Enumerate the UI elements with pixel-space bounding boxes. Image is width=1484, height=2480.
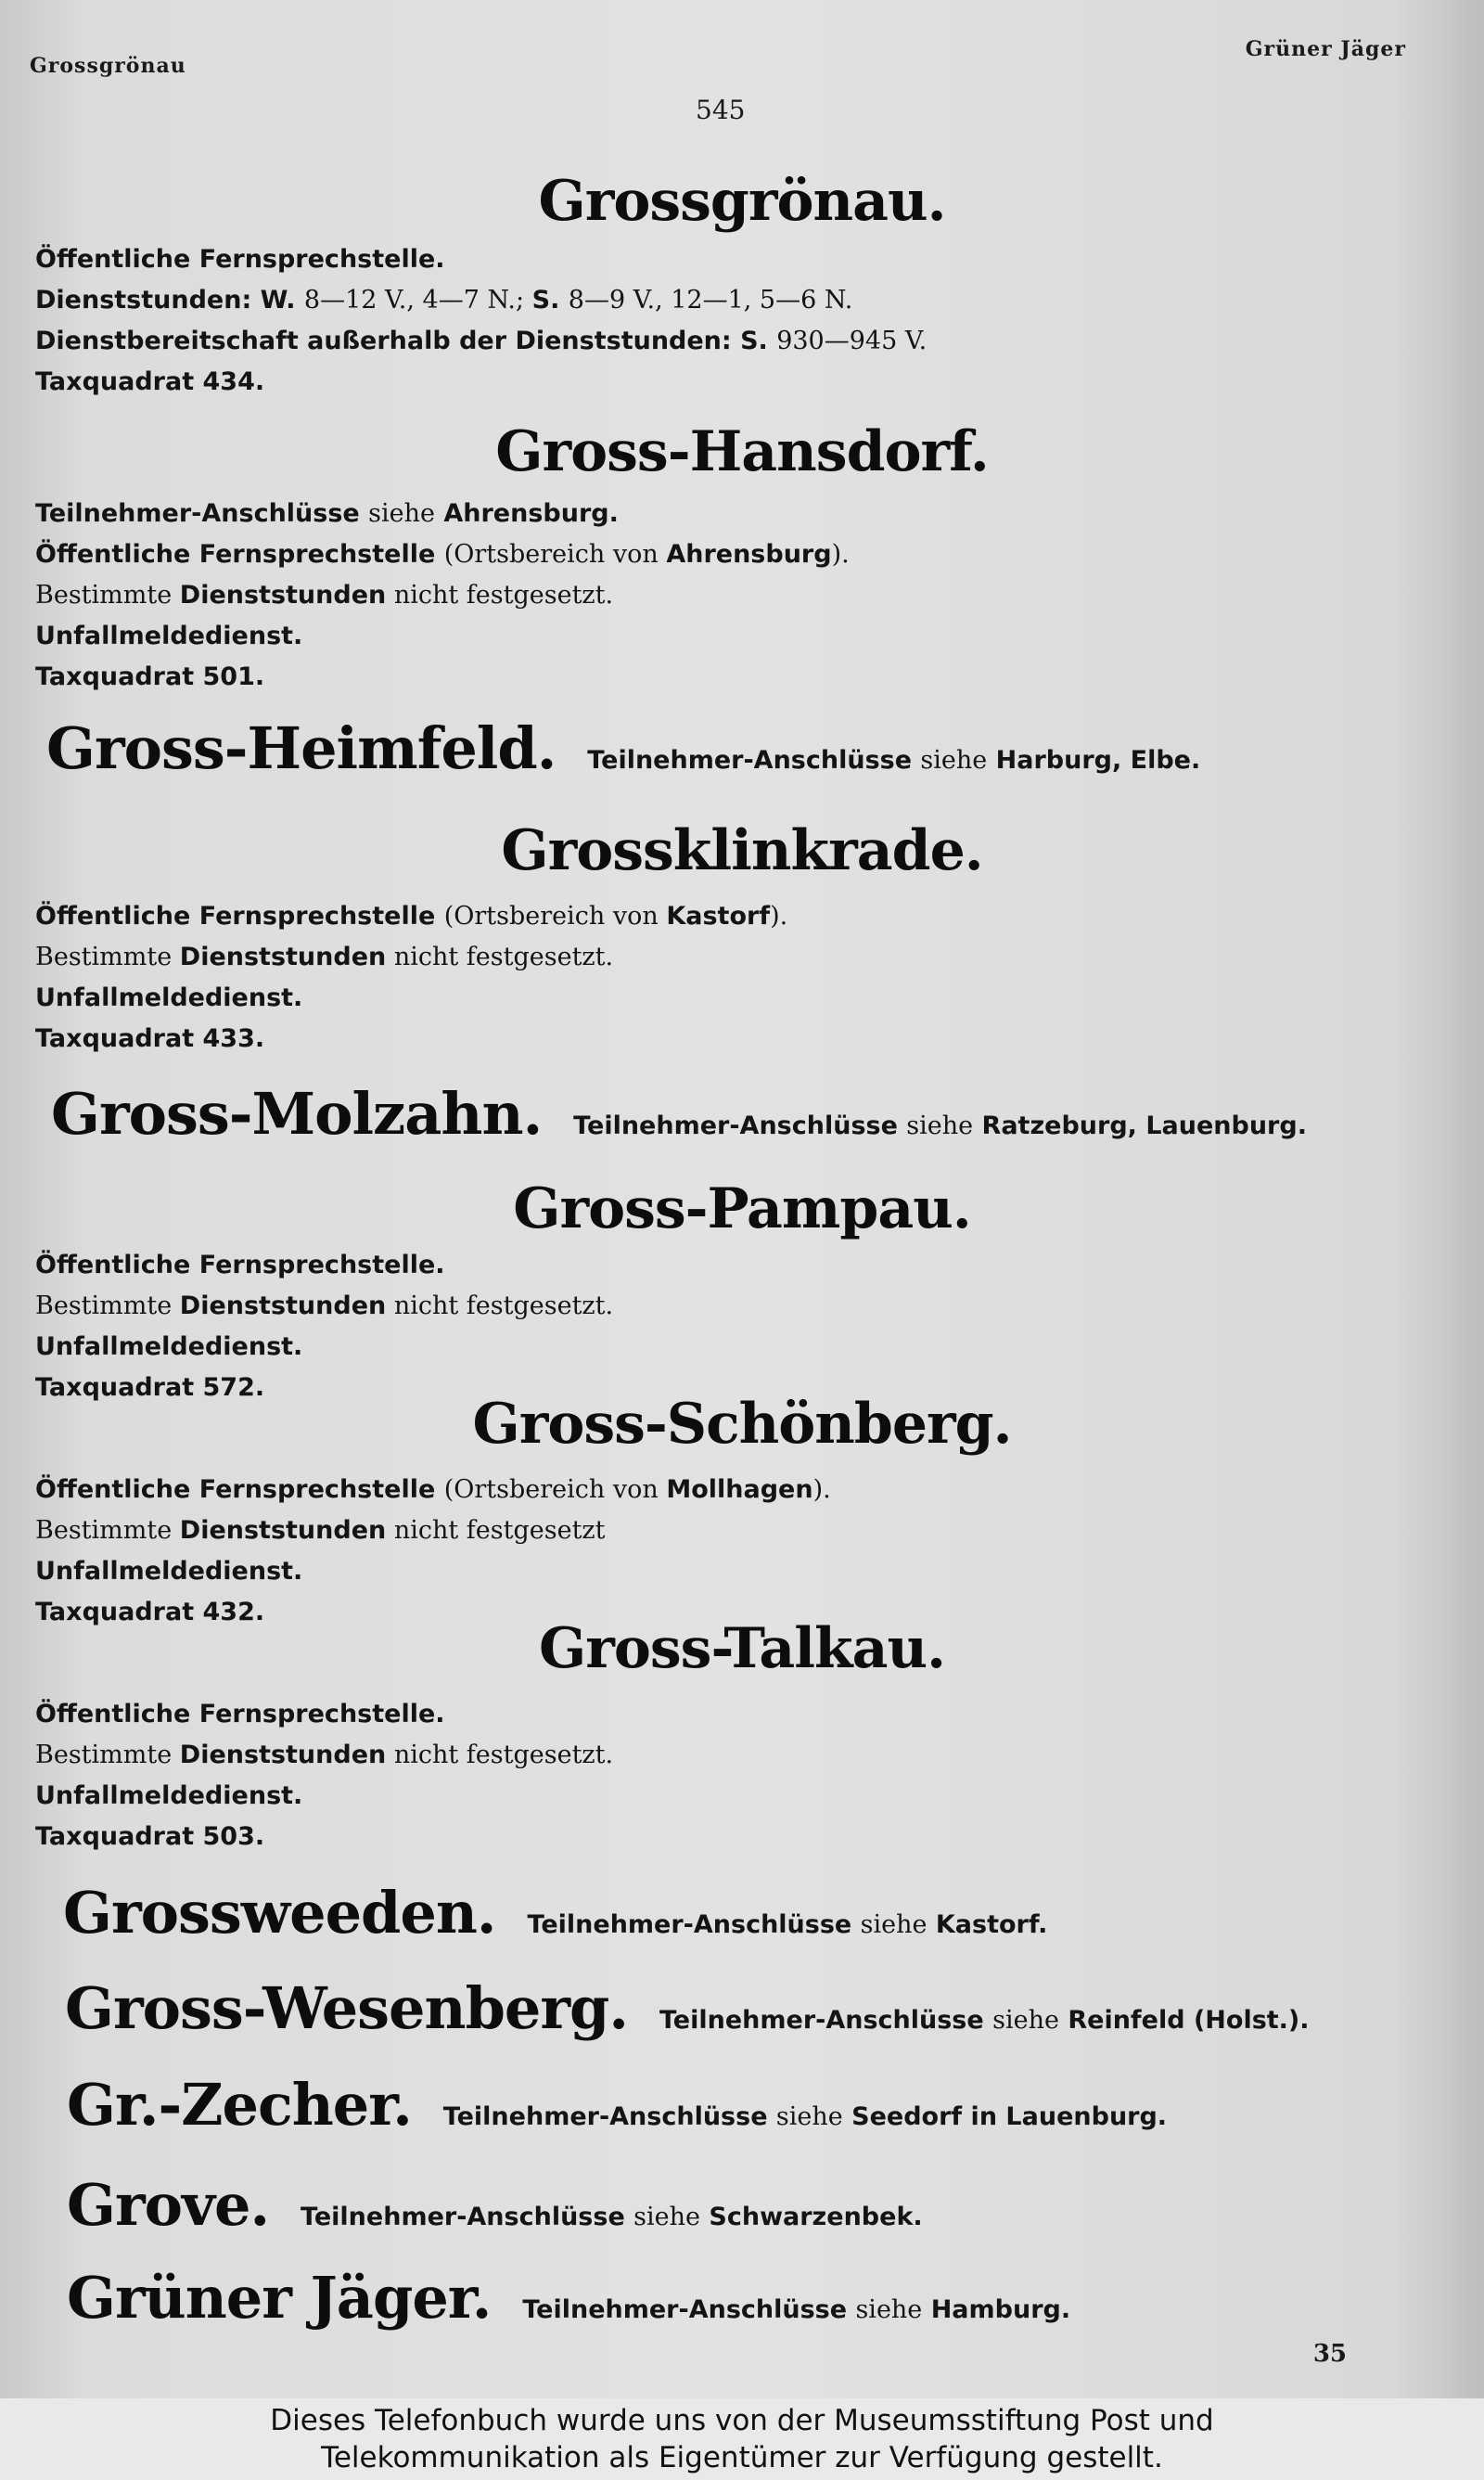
entry-title: Gross-Molzahn. [51, 1080, 543, 1148]
entry-title-gross-pampau: Gross-Pampau. [513, 1176, 971, 1241]
entry-line: Öffentliche Fernsprechstelle. [35, 1700, 445, 1728]
entry-body-grossklinkrade [35, 896, 787, 1060]
entry-line: Teilnehmer-Anschlüsse siehe Ahrensburg. [35, 499, 619, 528]
entry-line: Bestimmte Dienststunden nicht festgesetzt. [35, 1741, 614, 1769]
entry-title-gross-schoenberg: Gross-Schönberg. [472, 1392, 1012, 1457]
entry-reference: Teilnehmer-Anschlüsse siehe Hamburg. [522, 2295, 1071, 2324]
running-head-right: Grüner Jäger [1245, 37, 1406, 61]
entry-line: Öffentliche Fernsprechstelle (Ortsbereich von Kastorf). [35, 902, 788, 931]
entry-line: Öffentliche Fernsprechstelle (Ortsbereich von Ahrensburg). [35, 540, 850, 569]
entry-line: Unfallmeldedienst. [35, 983, 303, 1012]
entry-title: Gross-Heimfeld. [46, 714, 556, 782]
entry-line: Dienstbereitschaft außerhalb der Dienststunden: S. 930—945 V. [35, 327, 928, 355]
entry-title: Gr.-Zecher. [67, 2071, 412, 2139]
entry-title: Grossweeden. [63, 1879, 496, 1947]
entry-title-gross-hansdorf: Gross-Hansdorf. [495, 419, 989, 484]
entry-ref-gross-wesenberg [65, 1974, 1310, 2042]
entry-line: Unfallmeldedienst. [35, 1781, 303, 1810]
entry-title-grossklinkrade: Grossklinkrade. [501, 818, 983, 883]
entry-line: Bestimmte Dienststunden nicht festgesetzt [35, 1516, 606, 1545]
footer-line-2: Telekommunikation als Eigentümer zur Verfügung gestellt. [321, 2441, 1163, 2474]
entry-body-gross-hansdorf [35, 494, 850, 698]
entry-ref-gruener-jaeger [67, 2264, 1070, 2332]
entry-reference: Teilnehmer-Anschlüsse siehe Seedorf in Lauenburg. [442, 2102, 1168, 2131]
entry-line: Bestimmte Dienststunden nicht festgesetzt. [35, 1291, 614, 1320]
provenance-footer [0, 2398, 1484, 2480]
entry-title: Gross-Wesenberg. [65, 1974, 628, 2042]
page-number: 545 [696, 95, 746, 125]
entry-title-grossgroenau: Grossgrönau. [538, 169, 946, 234]
entry-line: Öffentliche Fernsprechstelle. [35, 245, 445, 274]
entry-title: Grüner Jäger. [67, 2264, 492, 2332]
entry-ref-gr-zecher [67, 2071, 1167, 2139]
entry-reference: Teilnehmer-Anschlüsse siehe Kastorf. [527, 1910, 1048, 1939]
entry-line: Bestimmte Dienststunden nicht festgesetzt. [35, 943, 614, 971]
entry-ref-gross-molzahn [51, 1080, 1307, 1148]
entry-reference: Teilnehmer-Anschlüsse siehe Schwarzenbek. [301, 2203, 923, 2231]
entry-body-gross-pampau [35, 1245, 613, 1408]
entry-reference: Teilnehmer-Anschlüsse siehe Reinfeld (Holst.). [659, 2006, 1310, 2035]
entry-line: Taxquadrat 432. [35, 1598, 265, 1626]
entry-reference: Teilnehmer-Anschlüsse siehe Ratzeburg, Lauenburg. [573, 1112, 1307, 1140]
entry-reference: Teilnehmer-Anschlüsse siehe Harburg, Elbe. [587, 746, 1201, 775]
signature-mark: 35 [1312, 2340, 1347, 2368]
entry-ref-gross-heimfeld [46, 714, 1200, 782]
entry-line: Öffentliche Fernsprechstelle (Ortsbereich von Mollhagen). [35, 1475, 831, 1504]
entry-ref-grove [67, 2171, 923, 2239]
entry-body-gross-schoenberg [35, 1470, 831, 1633]
footer-line-1: Dieses Telefonbuch wurde uns von der Museumsstiftung Post und [270, 2404, 1214, 2437]
entry-line: Dienststunden: W. 8—12 V., 4—7 N.; S. 8—9 V., 12—1, 5—6 N. [35, 286, 853, 315]
running-head-left: Grossgrönau [30, 54, 186, 78]
entry-body-grossgroenau [35, 239, 927, 403]
entry-line: Taxquadrat 434. [35, 367, 265, 396]
entry-body-gross-talkau [35, 1694, 613, 1857]
entry-line: Unfallmeldedienst. [35, 1332, 303, 1361]
entry-line: Taxquadrat 503. [35, 1822, 265, 1851]
entry-line: Taxquadrat 572. [35, 1373, 265, 1402]
entry-line: Taxquadrat 433. [35, 1024, 265, 1053]
entry-line: Öffentliche Fernsprechstelle. [35, 1251, 445, 1279]
entry-title-gross-talkau: Gross-Talkau. [539, 1616, 945, 1681]
entry-line: Unfallmeldedienst. [35, 1557, 303, 1586]
entry-line: Taxquadrat 501. [35, 662, 265, 691]
entry-line: Unfallmeldedienst. [35, 622, 303, 650]
entry-line: Bestimmte Dienststunden nicht festgesetzt. [35, 581, 614, 610]
entry-ref-grossweeden [63, 1879, 1047, 1947]
entry-title: Grove. [67, 2171, 270, 2239]
